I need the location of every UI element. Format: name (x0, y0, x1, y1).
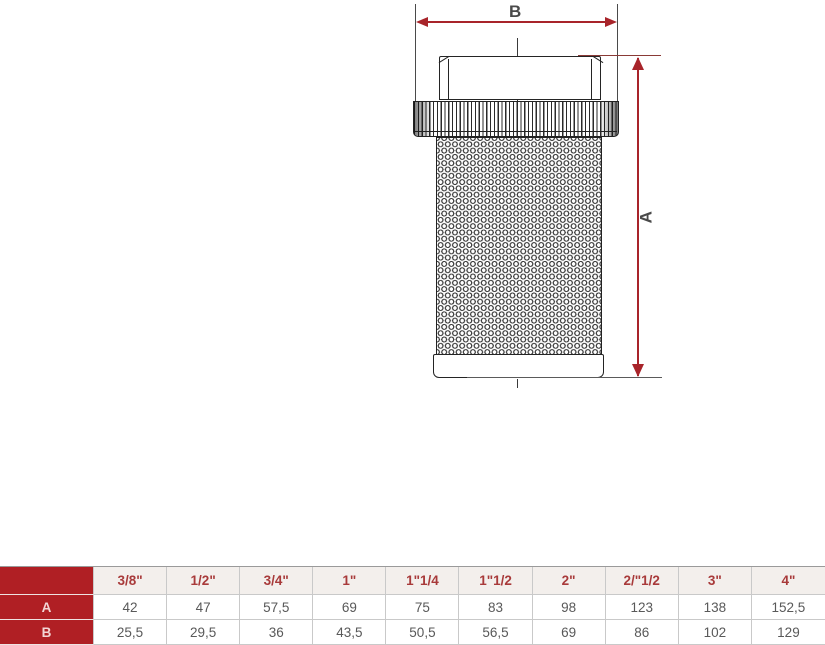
size-header-cell: 2/"1/2 (606, 567, 679, 595)
value-cell: 69 (313, 595, 386, 620)
value-cell: 86 (606, 620, 679, 645)
value-cell: 25,5 (94, 620, 167, 645)
value-cell: 75 (386, 595, 459, 620)
size-header-cell: 3" (679, 567, 752, 595)
table-corner-cell (0, 567, 94, 595)
value-cell: 57,5 (240, 595, 313, 620)
cap-flat-line-left (448, 59, 449, 99)
size-header-cell: 4" (752, 567, 825, 595)
value-cell: 123 (606, 595, 679, 620)
size-header-cell: 3/8" (94, 567, 167, 595)
dim-a-extension-bottom (467, 377, 662, 378)
value-cell: 152,5 (752, 595, 825, 620)
row-label-cell: A (0, 595, 94, 620)
mesh-filter-body (436, 137, 602, 356)
cap-flat-line-right (591, 59, 592, 99)
value-cell: 129 (752, 620, 825, 645)
bottom-cap (433, 354, 604, 378)
threaded-top-cap (439, 56, 601, 100)
knurl-bottom-lip (415, 131, 617, 132)
dim-b-arrow-left-icon (416, 17, 428, 27)
value-cell: 98 (533, 595, 606, 620)
value-cell: 43,5 (313, 620, 386, 645)
value-cell: 42 (94, 595, 167, 620)
size-header-cell: 2" (533, 567, 606, 595)
dim-b-extension-right (617, 4, 618, 103)
dim-a-arrow-down-icon (632, 364, 644, 377)
dim-b-arrow-right-icon (605, 17, 617, 27)
size-header-cell: 1" (313, 567, 386, 595)
dimensions-table (0, 566, 825, 645)
value-cell: 69 (533, 620, 606, 645)
value-cell: 36 (240, 620, 313, 645)
size-header-cell: 3/4" (240, 567, 313, 595)
value-cell: 138 (679, 595, 752, 620)
row-label-cell: B (0, 620, 94, 645)
size-header-cell: 1"1/2 (459, 567, 532, 595)
dim-b-label: B (509, 2, 522, 21)
value-cell: 47 (167, 595, 240, 620)
value-cell: 29,5 (167, 620, 240, 645)
dim-a-label: A (636, 210, 656, 224)
knurled-ring (413, 101, 619, 137)
value-cell: 56,5 (459, 620, 532, 645)
value-cell: 50,5 (386, 620, 459, 645)
dim-a-extension-top (578, 55, 661, 56)
value-cell: 102 (679, 620, 752, 645)
value-cell: 83 (459, 595, 532, 620)
size-header-cell: 1/2" (167, 567, 240, 595)
size-header-cell: 1"1/4 (386, 567, 459, 595)
dim-a-arrow-up-icon (632, 57, 644, 70)
